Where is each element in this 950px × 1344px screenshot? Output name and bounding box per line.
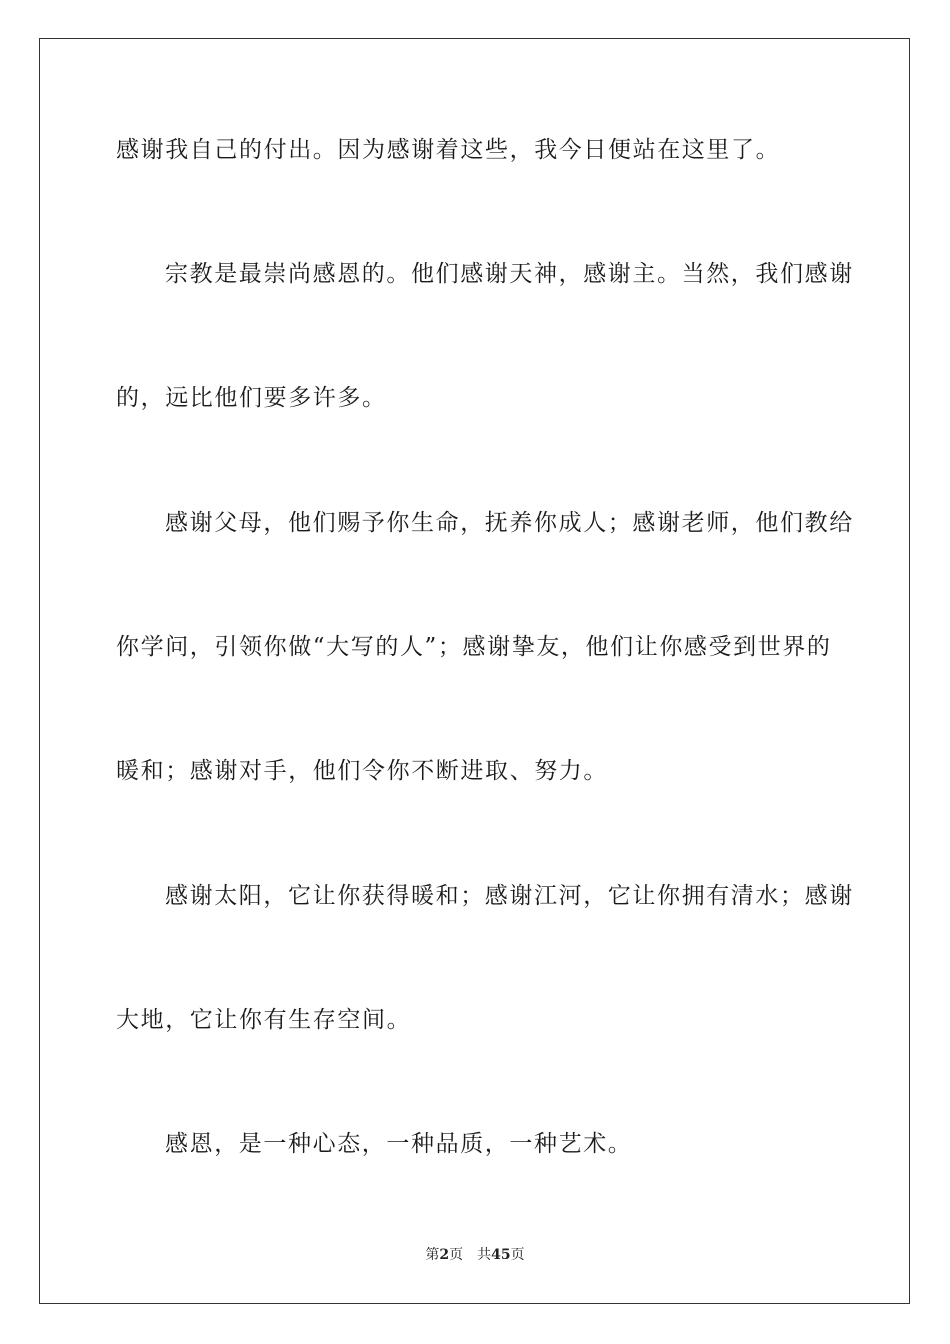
paragraph-2-line-3: 暖和；感谢对手，他们令你不断进取、努力。 <box>116 758 608 784</box>
paragraph-3-line-1: 感谢太阳，它让你获得暖和；感谢江河，它让你拥有清水；感谢 <box>165 883 854 909</box>
total-pages: 45 <box>491 1247 511 1263</box>
paragraph-4-line-1: 感恩，是一种心态，一种品质，一种艺术。 <box>165 1131 633 1157</box>
total-suffix: 页 <box>510 1247 525 1263</box>
paragraph-1-line-1: 宗教是最崇尚感恩的。他们感谢天神，感谢主。当然，我们感谢 <box>165 261 854 287</box>
paragraph-2-line-2: 你学问，引领你做“大写的人”；感谢挚友，他们让你感受到世界的 <box>116 634 832 660</box>
paragraph-3-line-2: 大地，它让你有生存空间。 <box>116 1007 412 1033</box>
text-line-1: 感谢我自己的付出。因为感谢着这些，我今日便站在这里了。 <box>116 137 781 163</box>
paragraph-1-line-2: 的，远比他们要多许多。 <box>116 385 387 411</box>
page-footer <box>0 1246 950 1264</box>
page-suffix: 页 <box>449 1247 464 1263</box>
total-prefix: 共 <box>477 1247 492 1263</box>
page-number: 2 <box>439 1247 450 1263</box>
paragraph-2-line-1: 感谢父母，他们赐予你生命，抚养你成人；感谢老师，他们教给 <box>165 510 854 536</box>
page-border <box>39 38 910 1304</box>
page-prefix: 第 <box>425 1247 440 1263</box>
